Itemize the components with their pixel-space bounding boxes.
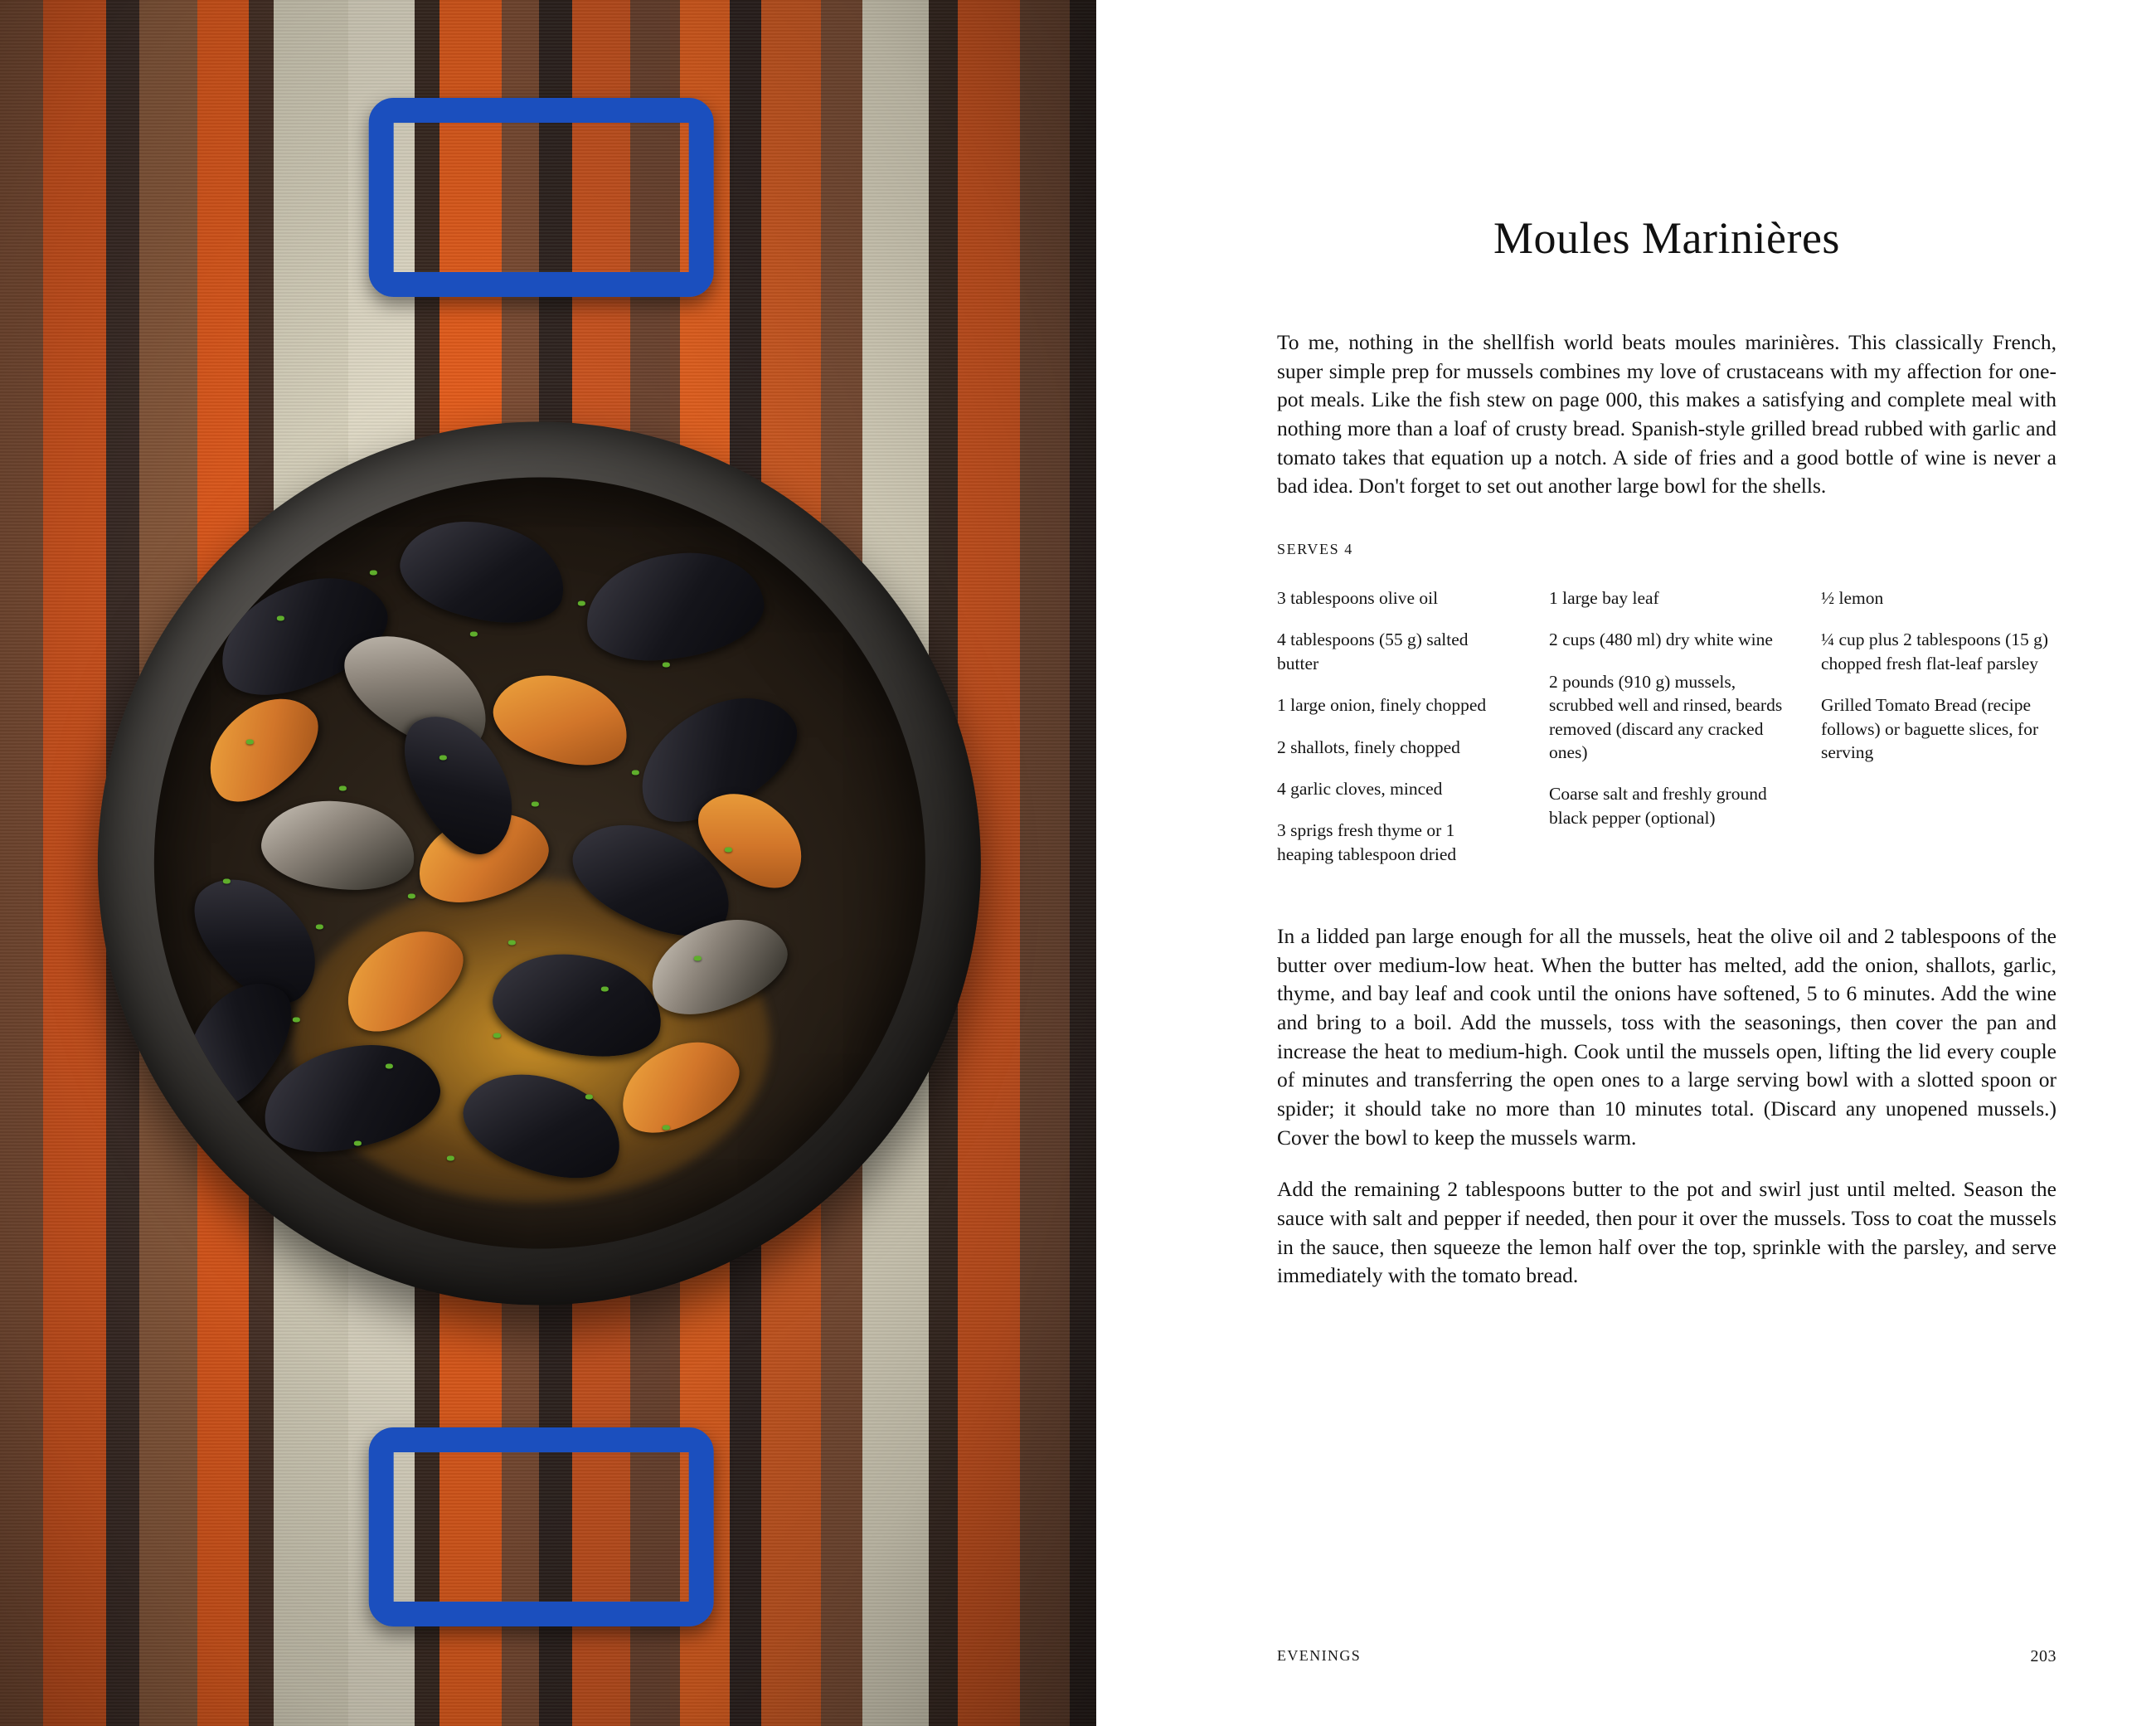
parsley-flake	[663, 1126, 670, 1130]
parsley-flake	[532, 801, 539, 806]
ingredient-column-2	[1549, 586, 1785, 884]
recipe-text-page	[1096, 0, 2156, 1726]
mussel	[189, 678, 335, 818]
parsley-flake	[277, 616, 284, 621]
parsley-flake	[370, 570, 377, 575]
ingredient-item: ¼ cup plus 2 tablespoons (15 g) chopped fresh flat-leaf parsley	[1821, 630, 2049, 673]
page-number: 203	[2030, 1647, 2056, 1665]
ingredient-item: 2 cups (480 ml) dry white wine	[1549, 630, 1773, 650]
parsley-flake	[293, 1018, 300, 1023]
parsley-flake	[385, 1063, 392, 1068]
method-paragraph: In a lidded pan large enough for all the mussels, heat the olive oil and 2 tablespoons of the butter over medium-low heat. When the butter has melted, add the onion, shallots, garlic, thyme, and bay leaf and cook until the onions have softened, 5 to 6 minutes. Add the wine and bring to a boil. Add the mussels, toss with the seasonings, then cover the pan and increase the heat to medium-high. Cook until the mussels open, lifting the lid every couple of minutes and transferring the open ones to a large serving bowl with a slotted spoon or spider; it should take no more than 10 minutes total. (Discard any unopened mussels.) Cover the bowl to keep the mussels warm.	[1277, 924, 2056, 1150]
cooking-pan	[98, 421, 981, 1305]
ingredient-item: 1 large onion, finely chopped	[1277, 695, 1487, 716]
parsley-flake	[408, 894, 415, 899]
parsley-flake	[585, 1095, 593, 1100]
ingredient-item: Grilled Tomato Bread (recipe follows) or baguette slices, for serving	[1821, 695, 2039, 762]
ingredient-item: 3 sprigs fresh thyme or 1 heaping tablespoon dried	[1277, 820, 1457, 864]
parsley-flake	[439, 755, 446, 760]
parsley-flake	[246, 740, 254, 745]
parsley-flake	[470, 632, 478, 637]
parsley-flake	[339, 786, 347, 791]
ingredient-item: 2 pounds (910 g) mussels, scrubbed well and rinsed, beards removed (discard any cracked ones)	[1549, 671, 1783, 762]
parsley-flake	[693, 955, 701, 960]
ingredient-item: 2 shallots, finely chopped	[1277, 737, 1460, 757]
mussel	[579, 542, 770, 670]
mussel	[256, 791, 420, 899]
parsley-flake	[632, 771, 639, 775]
parsley-flake	[354, 1140, 362, 1145]
ingredient-item: 4 tablespoons (55 g) salted butter	[1277, 630, 1469, 673]
chapter-name: EVENINGS	[1277, 1647, 1362, 1664]
parsley-flake	[493, 1033, 501, 1038]
ingredient-item: 1 large bay leaf	[1549, 588, 1659, 609]
ingredient-item: 4 garlic cloves, minced	[1277, 778, 1443, 799]
parsley-flake	[578, 600, 585, 605]
parsley-flake	[601, 986, 609, 991]
mussel	[391, 505, 575, 638]
parsley-flake	[508, 941, 516, 946]
pan-interior	[153, 478, 925, 1249]
recipe-title: Moules Marinières	[1493, 213, 1840, 263]
pan-handle-top	[369, 98, 714, 297]
parsley-flake	[663, 663, 670, 668]
pan-handle-bottom	[369, 1427, 714, 1626]
ingredient-column-1	[1277, 586, 1513, 884]
ingredient-item: ½ lemon	[1821, 588, 1884, 609]
ingredient-column-3	[1821, 586, 2056, 884]
parsley-flake	[223, 878, 231, 883]
page-footer	[1277, 1647, 2056, 1666]
ingredients-list	[1277, 586, 2056, 884]
parsley-flake	[316, 925, 323, 930]
recipe-headnote: To me, nothing in the shellfish world beats moules marinières. This classically French, super simple prep for mussels combines my love of crustaceans with my affection for one-pot meals. Like the fish stew on page 000, this makes a satisfying and complete meal with nothing more than a loaf of crusty bread. Spanish-style grilled bread rubbed with garlic and tomato takes that equation up a notch. A side of fries and a good bottle of wine is never a bad idea. Don't forget to set out another large bowl for the shells.	[1277, 330, 2056, 498]
method-steps	[1277, 922, 2056, 1291]
ingredient-item: 3 tablespoons olive oil	[1277, 588, 1439, 609]
mussel	[483, 659, 639, 780]
ingredient-item: Coarse salt and freshly ground black pepper (optional)	[1549, 784, 1767, 828]
method-paragraph: Add the remaining 2 tablespoons butter to the pot and swirl just until melted. Season the sauce with salt and pepper if needed, then pour it over the mussels. Toss to coat the mussels in the sauce, then squeeze the lemon half over the top, sprinkle with the parsley, and serve immediately with the tomato bread.	[1277, 1177, 2056, 1288]
serves-label: SERVES 4	[1277, 541, 1353, 558]
